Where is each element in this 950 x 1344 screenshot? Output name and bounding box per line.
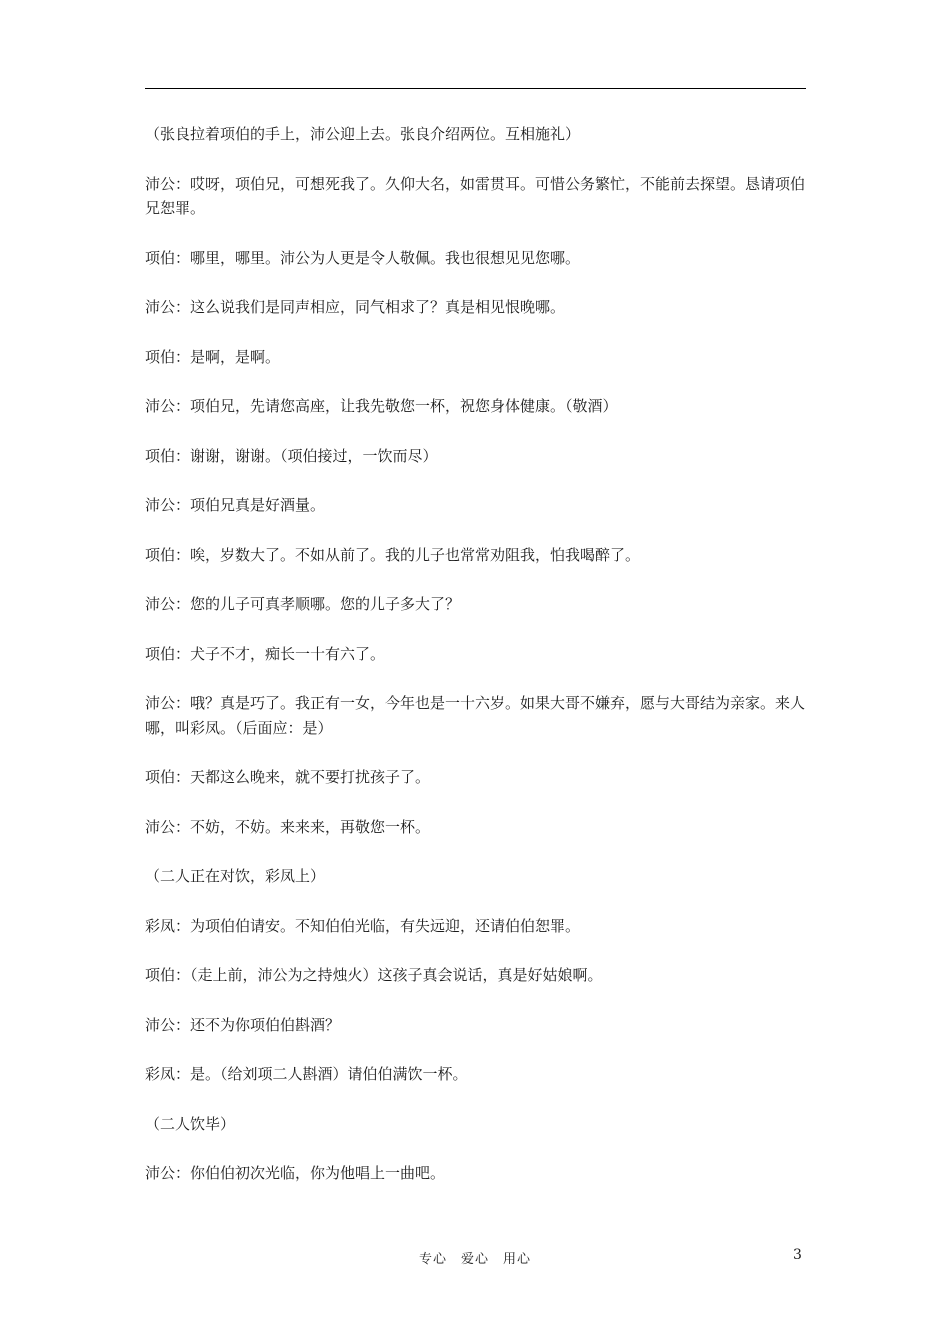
page-number: 3: [793, 1247, 802, 1263]
paragraph: 项伯：唉，岁数大了。不如从前了。我的儿子也常常劝阻我，怕我喝醉了。: [145, 545, 641, 564]
paragraph: 沛公：你伯伯初次光临，你为他唱上一曲吧。: [145, 1164, 446, 1182]
paragraph: 沛公：哎呀，项伯兄，可想死我了。久仰大名，如雷贯耳。可惜公务繁忙，不能前去探望。恳请项伯兄恕罪。: [145, 174, 806, 217]
paragraph: （二人正在对饮，彩凤上）: [145, 867, 326, 885]
paragraph: 沛公：这么说我们是同声相应，同气相求了？真是相见恨晚哪。: [145, 298, 566, 316]
footer-motto: 专心 爱心 用心: [418, 1252, 531, 1267]
paragraph: 项伯：天都这么晚来，就不要打扰孩子了。: [145, 768, 431, 786]
paragraph: 沛公：项伯兄，先请您高座，让我先敬您一杯，祝您身体健康。（敬酒）: [145, 397, 618, 415]
paragraph: 项伯：（走上前，沛公为之持烛火）这孩子真会说话，真是好姑娘啊。: [145, 966, 603, 984]
paragraph: 沛公：不妨，不妨。来来来，再敬您一杯。: [145, 817, 431, 836]
paragraph: 沛公：哦？真是巧了。我正有一女，今年也是一十六岁。如果大哥不嫌弃，愿与大哥结为亲家。来人哪，叫彩凤。（后面应：是）: [145, 694, 806, 737]
paragraph: 彩凤：为项伯伯请安。不知伯伯光临，有失远迎，还请伯伯恕罪。: [145, 916, 581, 935]
paragraph: （张良拉着项伯的手上，沛公迎上去。张良介绍两位。互相施礼）: [145, 125, 581, 143]
paragraph: 沛公：还不为你项伯伯斟酒？: [145, 1015, 341, 1034]
paragraph: 项伯：谢谢，谢谢。（项伯接过，一饮而尽）: [145, 446, 438, 465]
paragraph: 项伯：犬子不才，痴长一十有六了。: [145, 644, 386, 663]
paragraph: 项伯：哪里，哪里。沛公为人更是令人敬佩。我也很想见见您哪。: [145, 248, 581, 267]
paragraph: 沛公：项伯兄真是好酒量。: [145, 496, 326, 514]
paragraph: 项伯：是啊，是啊。: [145, 347, 281, 366]
paragraph: 彩凤：是。（给刘项二人斟酒）请伯伯满饮一杯。: [145, 1065, 468, 1083]
paragraph: 沛公：您的儿子可真孝顺哪。您的儿子多大了？: [145, 595, 461, 613]
paragraph: （二人饮毕）: [145, 1114, 236, 1133]
header-rule: [145, 88, 806, 89]
document-body: [145, 122, 810, 1211]
